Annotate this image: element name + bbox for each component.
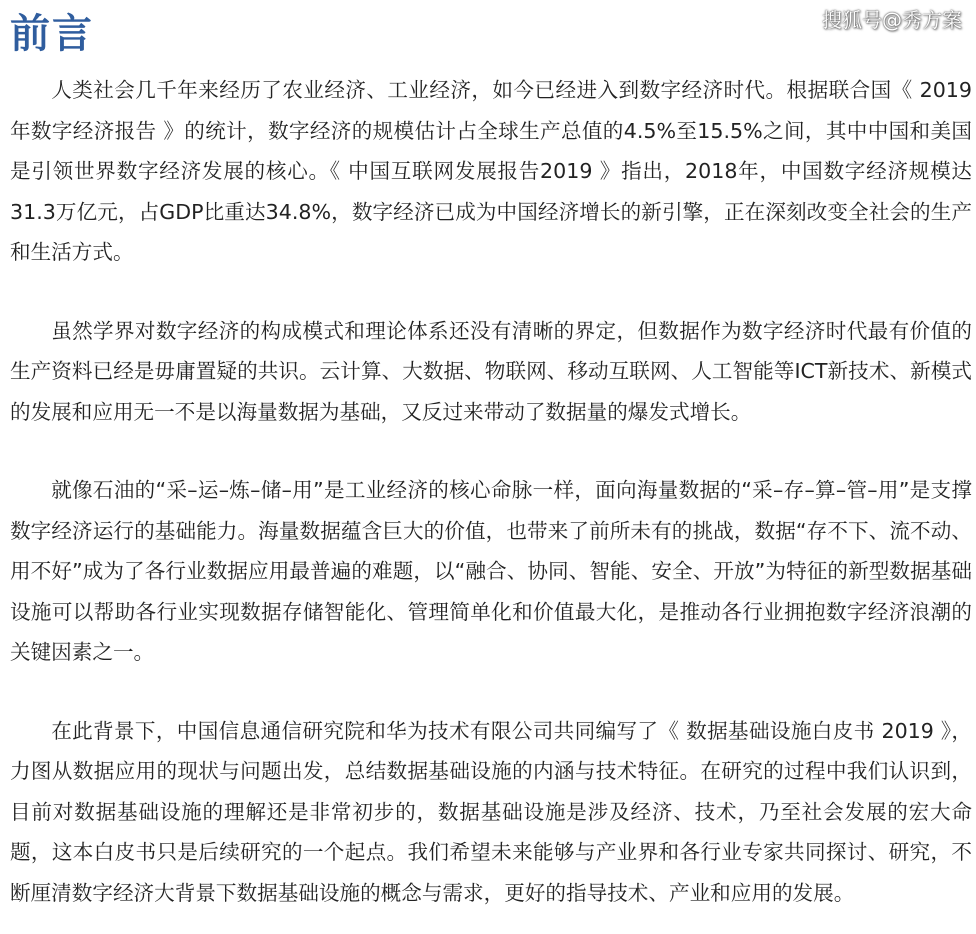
paragraph-3: 就像石油的“采–运–炼–储–用”是工业经济的核心命脉一样，面向海量数据的“采–存–算–管–用”是支撑数字经济运行的基础能力。海量数据蕴含巨大的价值，也带来了前所未有的挑战，数据“存不下、流不动、用不好”成为了各行业数据应用最普遍的难题，以“融合、协同、智能、安全、开放”为特征的新型数据基础设施可以帮助各行业实现数据存储智能化、管理简单化和价值最大化，是推动各行业拥抱数字经济浪潮的关键因素之一。 [10,478,972,664]
paragraph-2: 虽然学界对数字经济的构成模式和理论体系还没有清晰的界定，但数据作为数字经济时代最有价值的生产资料已经是毋庸置疑的共识。云计算、大数据、物联网、移动互联网、人工智能等ICT新技术、新模式的发展和应用无一不是以海量数据为基础，又反过来带动了数据量的爆发式增长。 [10,318,972,424]
paragraph-1: 人类社会几千年来经历了农业经济、工业经济，如今已经进入到数字经济时代。根据联合国《 2019年数字经济报告 》的统计，数字经济的规模估计占全球生产总值的4.5%至15.5%之间，其中中国和美国是引领世界数字经济发展的核心。《 中国互联网发展报告2019 》指出，2018年，中国数字经济规模达31.3万亿元，占GDP比重达34.8%，数字经济已成为中国经济增长的新引擎，正在深刻改变全社会的生产和生活方式。 [10,78,972,264]
paragraph-4: 在此背景下，中国信息通信研究院和华为技术有限公司共同编写了《 数据基础设施白皮书 2019 》，力图从数据应用的现状与问题出发，总结数据基础设施的内涵与技术特征。在研究的过程中我们认识到，目前对数据基础设施的理解还是非常初步的，数据基础设施是涉及经济、技术，乃至社会发展的宏大命题，这本白皮书只是后续研究的一个起点。我们希望未来能够与产业界和各行业专家共同探讨、研究，不断厘清数字经济大背景下数据基础设施的概念与需求，更好的指导技术、产业和应用的发展。 [10,718,972,905]
page-title: 前言 [10,11,94,57]
watermark: 搜狐号@秀方案 [822,8,962,32]
document-body [10,70,972,913]
